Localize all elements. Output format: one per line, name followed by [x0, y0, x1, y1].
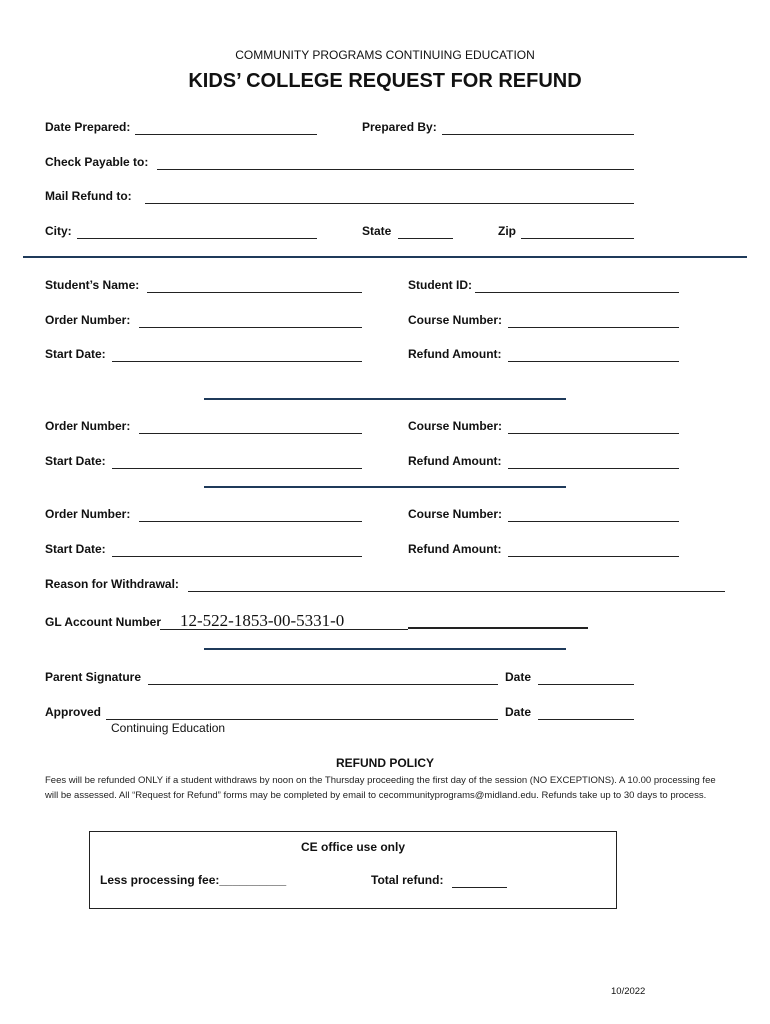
order-number-label-3: Order Number:: [45, 507, 131, 521]
block-separator-1: [204, 398, 566, 400]
refund-amount-field-1[interactable]: [508, 347, 679, 362]
start-date-label-1: Start Date:: [45, 347, 106, 361]
course-number-field-3[interactable]: [508, 507, 679, 522]
parent-date-label: Date: [505, 670, 532, 684]
refund-policy-heading: REFUND POLICY: [335, 756, 434, 770]
continuing-education-caption: Continuing Education: [111, 721, 226, 735]
start-date-field-1[interactable]: [112, 347, 362, 362]
course-number-label-2: Course Number:: [408, 419, 503, 433]
state-label: State: [362, 224, 392, 238]
city-field[interactable]: [77, 224, 317, 239]
order-number-label-2: Order Number:: [45, 419, 131, 433]
student-name-label: Student’s Name:: [45, 278, 140, 292]
check-payable-field[interactable]: [157, 155, 634, 170]
course-number-label-1: Course Number:: [408, 313, 503, 327]
zip-label: Zip: [498, 224, 516, 238]
course-number-label-3: Course Number:: [408, 507, 503, 521]
start-date-label-3: Start Date:: [45, 542, 106, 556]
revision-date: 10/2022: [611, 986, 646, 997]
signature-separator: [204, 648, 566, 650]
date-prepared-field[interactable]: [135, 120, 317, 135]
parent-signature-field[interactable]: [148, 670, 498, 685]
mail-refund-label: Mail Refund to:: [45, 189, 132, 203]
approved-field[interactable]: [106, 705, 498, 720]
city-label: City:: [45, 224, 72, 238]
student-id-field[interactable]: [475, 278, 679, 293]
mail-refund-field[interactable]: [145, 189, 634, 204]
date-prepared-label: Date Prepared:: [45, 120, 131, 134]
approved-date-field[interactable]: [538, 705, 634, 720]
order-number-field-1[interactable]: [139, 313, 362, 328]
check-payable-label: Check Payable to:: [45, 155, 149, 169]
section-divider: [23, 256, 747, 258]
student-id-label: Student ID:: [408, 278, 472, 292]
order-number-label-1: Order Number:: [45, 313, 131, 327]
refund-amount-label-3: Refund Amount:: [408, 542, 502, 556]
refund-amount-field-3[interactable]: [508, 542, 679, 557]
parent-signature-label: Parent Signature: [45, 670, 142, 684]
zip-field[interactable]: [521, 224, 634, 239]
prepared-by-label: Prepared By:: [362, 120, 437, 134]
start-date-field-2[interactable]: [112, 454, 362, 469]
approved-label: Approved: [45, 705, 102, 719]
student-name-field[interactable]: [147, 278, 362, 293]
start-date-field-3[interactable]: [112, 542, 362, 557]
prepared-by-field[interactable]: [442, 120, 634, 135]
refund-amount-field-2[interactable]: [508, 454, 679, 469]
course-number-field-1[interactable]: [508, 313, 679, 328]
block-separator-2: [204, 486, 566, 488]
state-field[interactable]: [398, 224, 453, 239]
less-processing-fee-label: Less processing fee:__________: [100, 873, 287, 887]
office-use-title: CE office use only: [300, 840, 406, 854]
reason-field[interactable]: [188, 577, 725, 592]
refund-policy-text: Fees will be refunded ONLY if a student withdraws by noon on the Thursday proceeding the first day of the session (NO EXCEPTIONS). A 10.00 processing fee will be assessed. All “Request for Refund” forms may be completed by email to cecommunityprograms@midland.edu. Refunds take up to 30 days to process.: [45, 775, 716, 801]
gl-account-value: 12-522-1853-00-5331-0: [180, 611, 345, 630]
order-number-field-2[interactable]: [139, 419, 362, 434]
reason-label: Reason for Withdrawal:: [45, 577, 179, 591]
page-title: KIDS’ COLLEGE REQUEST FOR REFUND: [188, 70, 582, 92]
office-use-box: [89, 831, 617, 909]
refund-amount-label-2: Refund Amount:: [408, 454, 502, 468]
total-refund-field[interactable]: [452, 873, 507, 888]
form-subtitle: COMMUNITY PROGRAMS CONTINUING EDUCATION: [235, 48, 535, 62]
total-refund-label: Total refund:: [371, 873, 444, 887]
gl-account-extension: [408, 627, 588, 629]
order-number-field-3[interactable]: [139, 507, 362, 522]
refund-amount-label-1: Refund Amount:: [408, 347, 502, 361]
gl-account-label: GL Account Number: [45, 615, 162, 629]
start-date-label-2: Start Date:: [45, 454, 106, 468]
course-number-field-2[interactable]: [508, 419, 679, 434]
approved-date-label: Date: [505, 705, 532, 719]
parent-date-field[interactable]: [538, 670, 634, 685]
